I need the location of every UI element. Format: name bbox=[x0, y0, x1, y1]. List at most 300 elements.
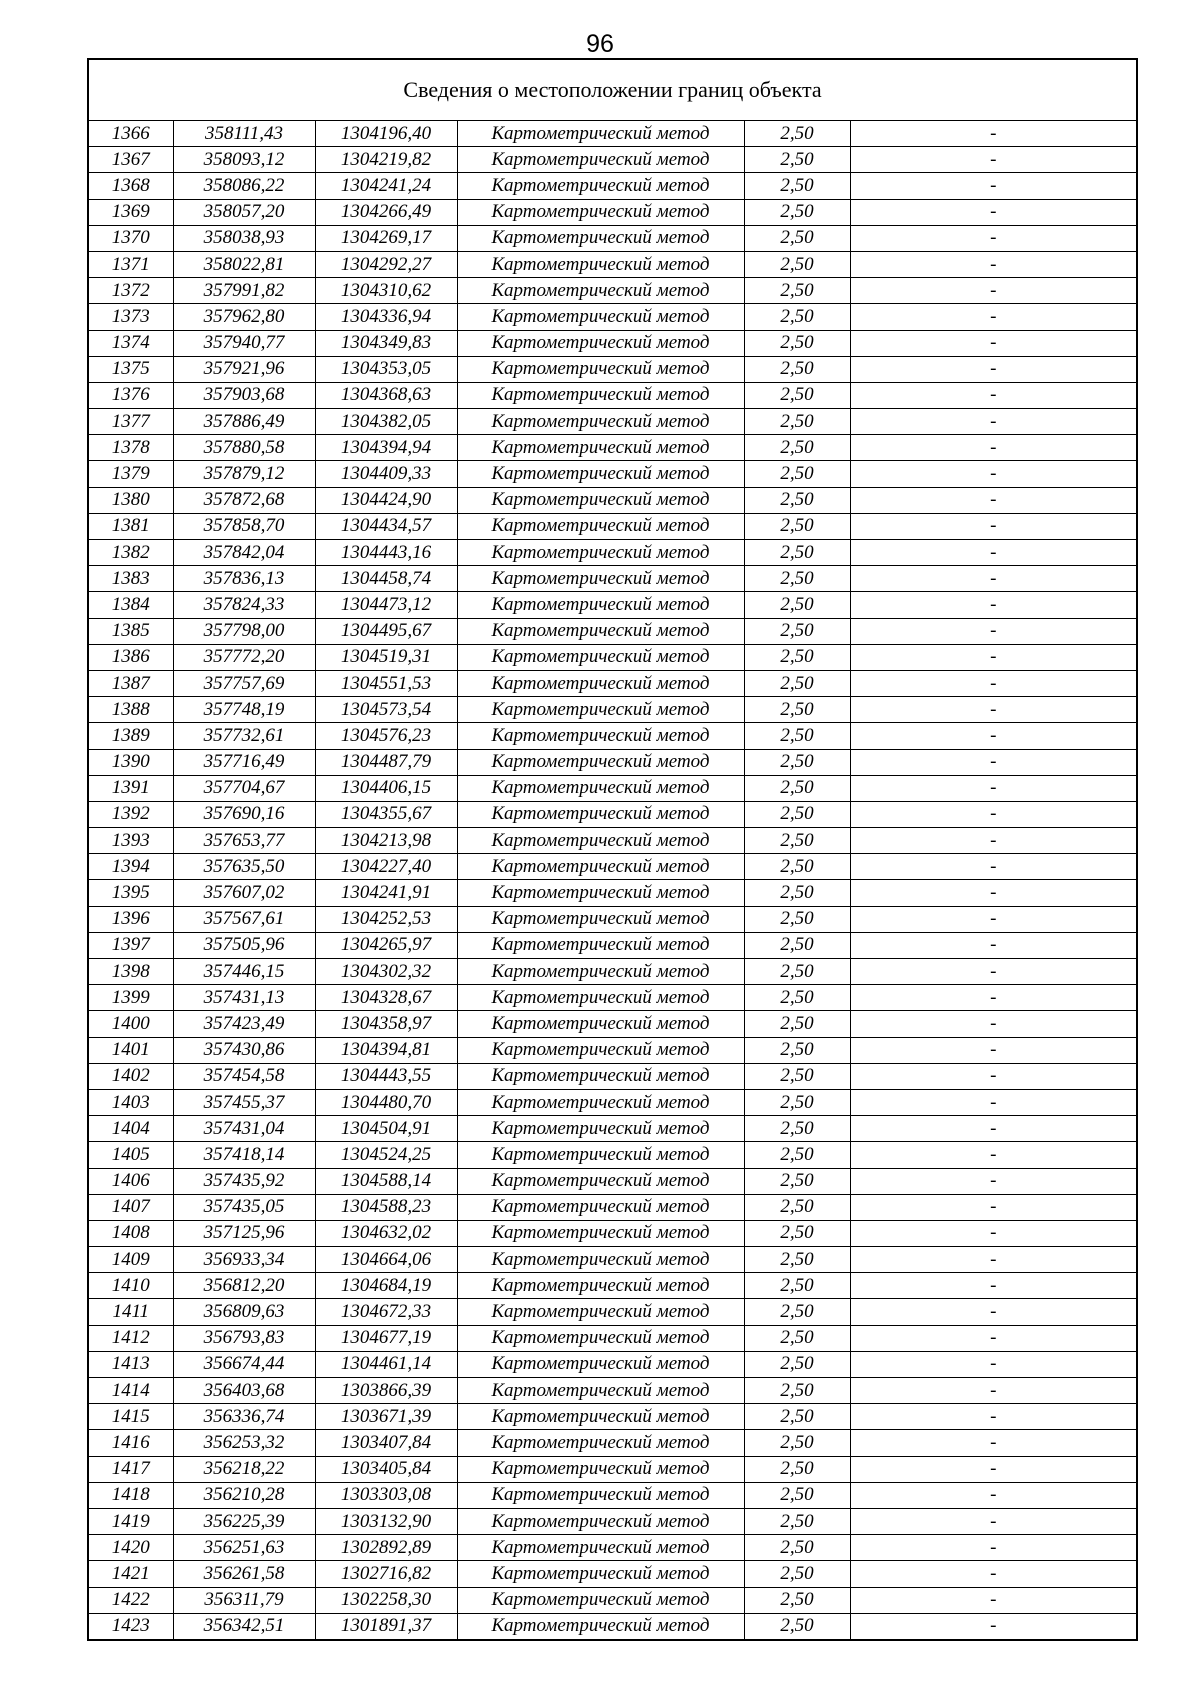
method-cell: Картометрический метод bbox=[457, 304, 744, 330]
table-row bbox=[89, 1482, 1136, 1508]
y-coordinate-cell: 1303132,90 bbox=[315, 1508, 457, 1534]
description-cell: - bbox=[850, 644, 1136, 670]
x-coordinate-cell: 357635,50 bbox=[173, 854, 315, 880]
description-cell: - bbox=[850, 199, 1136, 225]
method-cell: Картометрический метод bbox=[457, 1404, 744, 1430]
method-cell: Картометрический метод bbox=[457, 1273, 744, 1299]
point-number-cell: 1423 bbox=[89, 1613, 173, 1639]
x-coordinate-cell: 357430,86 bbox=[173, 1037, 315, 1063]
point-number-cell: 1400 bbox=[89, 1011, 173, 1037]
accuracy-cell: 2,50 bbox=[744, 1561, 850, 1587]
method-cell: Картометрический метод bbox=[457, 1168, 744, 1194]
y-coordinate-cell: 1304241,24 bbox=[315, 173, 457, 199]
method-cell: Картометрический метод bbox=[457, 697, 744, 723]
accuracy-cell: 2,50 bbox=[744, 1011, 850, 1037]
method-cell: Картометрический метод bbox=[457, 173, 744, 199]
method-cell: Картометрический метод bbox=[457, 540, 744, 566]
table-row bbox=[89, 461, 1136, 487]
method-cell: Картометрический метод bbox=[457, 775, 744, 801]
x-coordinate-cell: 357125,96 bbox=[173, 1220, 315, 1246]
accuracy-cell: 2,50 bbox=[744, 540, 850, 566]
point-number-cell: 1374 bbox=[89, 330, 173, 356]
method-cell: Картометрический метод bbox=[457, 1430, 744, 1456]
method-cell: Картометрический метод bbox=[457, 1561, 744, 1587]
method-cell: Картометрический метод bbox=[457, 1220, 744, 1246]
x-coordinate-cell: 356311,79 bbox=[173, 1587, 315, 1613]
y-coordinate-cell: 1304336,94 bbox=[315, 304, 457, 330]
method-cell: Картометрический метод bbox=[457, 828, 744, 854]
x-coordinate-cell: 357431,13 bbox=[173, 985, 315, 1011]
accuracy-cell: 2,50 bbox=[744, 173, 850, 199]
y-coordinate-cell: 1304461,14 bbox=[315, 1351, 457, 1377]
description-cell: - bbox=[850, 959, 1136, 985]
x-coordinate-cell: 356225,39 bbox=[173, 1508, 315, 1534]
y-coordinate-cell: 1304355,67 bbox=[315, 801, 457, 827]
table-row bbox=[89, 828, 1136, 854]
accuracy-cell: 2,50 bbox=[744, 592, 850, 618]
x-coordinate-cell: 357418,14 bbox=[173, 1142, 315, 1168]
y-coordinate-cell: 1304473,12 bbox=[315, 592, 457, 618]
y-coordinate-cell: 1304349,83 bbox=[315, 330, 457, 356]
table-row bbox=[89, 1299, 1136, 1325]
table-row bbox=[89, 749, 1136, 775]
description-cell: - bbox=[850, 121, 1136, 147]
method-cell: Картометрический метод bbox=[457, 854, 744, 880]
accuracy-cell: 2,50 bbox=[744, 225, 850, 251]
x-coordinate-cell: 356261,58 bbox=[173, 1561, 315, 1587]
point-number-cell: 1377 bbox=[89, 409, 173, 435]
y-coordinate-cell: 1304328,67 bbox=[315, 985, 457, 1011]
point-number-cell: 1418 bbox=[89, 1482, 173, 1508]
y-coordinate-cell: 1304196,40 bbox=[315, 121, 457, 147]
accuracy-cell: 2,50 bbox=[744, 1325, 850, 1351]
x-coordinate-cell: 356793,83 bbox=[173, 1325, 315, 1351]
description-cell: - bbox=[850, 566, 1136, 592]
accuracy-cell: 2,50 bbox=[744, 1168, 850, 1194]
method-cell: Картометрический метод bbox=[457, 801, 744, 827]
x-coordinate-cell: 357880,58 bbox=[173, 435, 315, 461]
description-cell: - bbox=[850, 670, 1136, 696]
method-cell: Картометрический метод bbox=[457, 1299, 744, 1325]
point-number-cell: 1384 bbox=[89, 592, 173, 618]
description-cell: - bbox=[850, 1168, 1136, 1194]
y-coordinate-cell: 1304588,14 bbox=[315, 1168, 457, 1194]
x-coordinate-cell: 357748,19 bbox=[173, 697, 315, 723]
table-row bbox=[89, 1351, 1136, 1377]
table-row bbox=[89, 1037, 1136, 1063]
x-coordinate-cell: 357435,92 bbox=[173, 1168, 315, 1194]
accuracy-cell: 2,50 bbox=[744, 1508, 850, 1534]
point-number-cell: 1416 bbox=[89, 1430, 173, 1456]
description-cell: - bbox=[850, 1508, 1136, 1534]
description-cell: - bbox=[850, 409, 1136, 435]
accuracy-cell: 2,50 bbox=[744, 487, 850, 513]
boundary-sheet bbox=[87, 58, 1138, 1641]
accuracy-cell: 2,50 bbox=[744, 435, 850, 461]
x-coordinate-cell: 356336,74 bbox=[173, 1404, 315, 1430]
description-cell: - bbox=[850, 1482, 1136, 1508]
y-coordinate-cell: 1304632,02 bbox=[315, 1220, 457, 1246]
table-row bbox=[89, 540, 1136, 566]
point-number-cell: 1367 bbox=[89, 147, 173, 173]
y-coordinate-cell: 1303671,39 bbox=[315, 1404, 457, 1430]
description-cell: - bbox=[850, 1325, 1136, 1351]
point-number-cell: 1373 bbox=[89, 304, 173, 330]
point-number-cell: 1382 bbox=[89, 540, 173, 566]
method-cell: Картометрический метод bbox=[457, 1247, 744, 1273]
method-cell: Картометрический метод bbox=[457, 880, 744, 906]
method-cell: Картометрический метод bbox=[457, 225, 744, 251]
point-number-cell: 1413 bbox=[89, 1351, 173, 1377]
description-cell: - bbox=[850, 1378, 1136, 1404]
table-row bbox=[89, 251, 1136, 277]
point-number-cell: 1408 bbox=[89, 1220, 173, 1246]
accuracy-cell: 2,50 bbox=[744, 1273, 850, 1299]
method-cell: Картометрический метод bbox=[457, 461, 744, 487]
y-coordinate-cell: 1302892,89 bbox=[315, 1535, 457, 1561]
description-cell: - bbox=[850, 1037, 1136, 1063]
method-cell: Картометрический метод bbox=[457, 644, 744, 670]
table-row bbox=[89, 697, 1136, 723]
accuracy-cell: 2,50 bbox=[744, 932, 850, 958]
point-number-cell: 1406 bbox=[89, 1168, 173, 1194]
description-cell: - bbox=[850, 697, 1136, 723]
description-cell: - bbox=[850, 801, 1136, 827]
table-row bbox=[89, 592, 1136, 618]
table-row bbox=[89, 854, 1136, 880]
accuracy-cell: 2,50 bbox=[744, 278, 850, 304]
table-row bbox=[89, 1273, 1136, 1299]
description-cell: - bbox=[850, 775, 1136, 801]
description-cell: - bbox=[850, 592, 1136, 618]
accuracy-cell: 2,50 bbox=[744, 330, 850, 356]
accuracy-cell: 2,50 bbox=[744, 409, 850, 435]
y-coordinate-cell: 1304409,33 bbox=[315, 461, 457, 487]
point-number-cell: 1386 bbox=[89, 644, 173, 670]
x-coordinate-cell: 357903,68 bbox=[173, 382, 315, 408]
description-cell: - bbox=[990, 1615, 997, 1637]
description-cell: - bbox=[850, 1063, 1136, 1089]
coordinates-table bbox=[89, 121, 1136, 1639]
y-coordinate-cell: 1304269,17 bbox=[315, 225, 457, 251]
table-row bbox=[89, 1587, 1136, 1613]
point-number-cell: 1411 bbox=[89, 1299, 173, 1325]
x-coordinate-cell: 356933,34 bbox=[173, 1247, 315, 1273]
method-cell: Картометрический метод bbox=[457, 1456, 744, 1482]
y-coordinate-cell: 1304519,31 bbox=[315, 644, 457, 670]
accuracy-cell: 2,50 bbox=[744, 1037, 850, 1063]
method-cell: Картометрический метод bbox=[457, 513, 744, 539]
x-coordinate-cell: 357757,69 bbox=[173, 670, 315, 696]
table-row bbox=[89, 487, 1136, 513]
point-number-cell: 1407 bbox=[89, 1194, 173, 1220]
point-number-cell: 1366 bbox=[89, 121, 173, 147]
accuracy-cell: 2,50 bbox=[744, 644, 850, 670]
method-cell: Картометрический метод bbox=[457, 251, 744, 277]
point-number-cell: 1392 bbox=[89, 801, 173, 827]
y-coordinate-cell: 1304241,91 bbox=[315, 880, 457, 906]
table-row bbox=[89, 1325, 1136, 1351]
description-cell: - bbox=[850, 1089, 1136, 1115]
description-cell: - bbox=[850, 435, 1136, 461]
table-row bbox=[89, 330, 1136, 356]
table-row bbox=[89, 906, 1136, 932]
description-cell: - bbox=[850, 225, 1136, 251]
description-cell: - bbox=[850, 749, 1136, 775]
accuracy-cell: 2,50 bbox=[744, 1194, 850, 1220]
method-cell: Картометрический метод bbox=[457, 1378, 744, 1404]
method-cell: Картометрический метод bbox=[457, 1508, 744, 1534]
accuracy-cell: 2,50 bbox=[744, 1430, 850, 1456]
description-cell: - bbox=[850, 487, 1136, 513]
point-number-cell: 1402 bbox=[89, 1063, 173, 1089]
y-coordinate-cell: 1304495,67 bbox=[315, 618, 457, 644]
table-row bbox=[89, 723, 1136, 749]
table-row bbox=[89, 1194, 1136, 1220]
y-coordinate-cell: 1304265,97 bbox=[315, 932, 457, 958]
description-cell: - bbox=[850, 1587, 1136, 1613]
accuracy-cell: 2,50 bbox=[744, 906, 850, 932]
accuracy-cell: 2,50 bbox=[744, 749, 850, 775]
accuracy-cell: 2,50 bbox=[744, 566, 850, 592]
description-cell: - bbox=[850, 540, 1136, 566]
description-cell: - bbox=[850, 251, 1136, 277]
x-coordinate-cell: 357842,04 bbox=[173, 540, 315, 566]
table-row bbox=[89, 618, 1136, 644]
x-coordinate-cell: 357446,15 bbox=[173, 959, 315, 985]
accuracy-cell: 2,50 bbox=[744, 618, 850, 644]
point-number-cell: 1369 bbox=[89, 199, 173, 225]
description-cell: - bbox=[850, 173, 1136, 199]
description-cell: - bbox=[850, 304, 1136, 330]
point-number-cell: 1381 bbox=[89, 513, 173, 539]
accuracy-cell: 2,50 bbox=[744, 251, 850, 277]
description-cell: - bbox=[850, 147, 1136, 173]
table-row bbox=[89, 1456, 1136, 1482]
x-coordinate-cell: 357872,68 bbox=[173, 487, 315, 513]
x-coordinate-cell: 357435,05 bbox=[173, 1194, 315, 1220]
description-cell: - bbox=[850, 356, 1136, 382]
table-row bbox=[89, 225, 1136, 251]
y-coordinate-cell: 1304664,06 bbox=[315, 1247, 457, 1273]
point-number-cell: 1383 bbox=[89, 566, 173, 592]
x-coordinate-cell: 356403,68 bbox=[173, 1378, 315, 1404]
description-cell: - bbox=[850, 828, 1136, 854]
accuracy-cell: 2,50 bbox=[744, 880, 850, 906]
table-row bbox=[89, 1404, 1136, 1430]
method-cell: Картометрический метод bbox=[457, 592, 744, 618]
y-coordinate-cell: 1304213,98 bbox=[315, 828, 457, 854]
method-cell: Картометрический метод bbox=[457, 1587, 744, 1613]
y-coordinate-cell: 1304487,79 bbox=[315, 749, 457, 775]
method-cell: Картометрический метод bbox=[457, 1116, 744, 1142]
y-coordinate-cell: 1301891,37 bbox=[315, 1613, 457, 1639]
accuracy-cell: 2,50 bbox=[744, 985, 850, 1011]
y-coordinate-cell: 1304576,23 bbox=[315, 723, 457, 749]
accuracy-cell: 2,50 bbox=[744, 1089, 850, 1115]
x-coordinate-cell: 358057,20 bbox=[173, 199, 315, 225]
point-number-cell: 1379 bbox=[89, 461, 173, 487]
table-row bbox=[89, 1220, 1136, 1246]
page-number: 96 bbox=[586, 30, 614, 58]
point-number-cell: 1405 bbox=[89, 1142, 173, 1168]
method-cell: Картометрический метод bbox=[457, 618, 744, 644]
x-coordinate-cell: 357962,80 bbox=[173, 304, 315, 330]
x-coordinate-cell: 357607,02 bbox=[173, 880, 315, 906]
point-number-cell: 1370 bbox=[89, 225, 173, 251]
table-row bbox=[89, 959, 1136, 985]
accuracy-cell: 2,50 bbox=[744, 513, 850, 539]
table-row bbox=[89, 199, 1136, 225]
method-cell: Картометрический метод bbox=[457, 121, 744, 147]
description-cell: - bbox=[850, 330, 1136, 356]
table-row bbox=[89, 278, 1136, 304]
y-coordinate-cell: 1304672,33 bbox=[315, 1299, 457, 1325]
table-row bbox=[89, 356, 1136, 382]
x-coordinate-cell: 356342,51 bbox=[173, 1613, 315, 1639]
accuracy-cell: 2,50 bbox=[744, 1142, 850, 1168]
point-number-cell: 1376 bbox=[89, 382, 173, 408]
accuracy-cell: 2,50 bbox=[744, 959, 850, 985]
x-coordinate-cell: 358111,43 bbox=[173, 121, 315, 147]
table-row bbox=[89, 513, 1136, 539]
y-coordinate-cell: 1304292,27 bbox=[315, 251, 457, 277]
accuracy-cell: 2,50 bbox=[744, 199, 850, 225]
method-cell: Картометрический метод bbox=[457, 330, 744, 356]
y-coordinate-cell: 1304394,94 bbox=[315, 435, 457, 461]
table-row bbox=[89, 382, 1136, 408]
point-number-cell: 1387 bbox=[89, 670, 173, 696]
point-number-cell: 1412 bbox=[89, 1325, 173, 1351]
point-number-cell: 1371 bbox=[89, 251, 173, 277]
table-row bbox=[89, 304, 1136, 330]
point-number-cell: 1372 bbox=[89, 278, 173, 304]
description-cell: - bbox=[850, 382, 1136, 408]
accuracy-cell: 2,50 bbox=[744, 1220, 850, 1246]
x-coordinate-cell: 357921,96 bbox=[173, 356, 315, 382]
method-cell: Картометрический метод bbox=[457, 1063, 744, 1089]
y-coordinate-cell: 1304358,97 bbox=[315, 1011, 457, 1037]
x-coordinate-cell: 357423,49 bbox=[173, 1011, 315, 1037]
accuracy-cell: 2,50 bbox=[744, 1378, 850, 1404]
point-number-cell: 1403 bbox=[89, 1089, 173, 1115]
point-number-cell: 1394 bbox=[89, 854, 173, 880]
point-number-cell: 1397 bbox=[89, 932, 173, 958]
description-cell: - bbox=[850, 461, 1136, 487]
accuracy-cell: 2,50 bbox=[744, 382, 850, 408]
method-cell: Картометрический метод bbox=[457, 487, 744, 513]
y-coordinate-cell: 1302716,82 bbox=[315, 1561, 457, 1587]
accuracy-cell: 2,50 bbox=[744, 775, 850, 801]
table-row bbox=[89, 1089, 1136, 1115]
table-row bbox=[89, 1116, 1136, 1142]
y-coordinate-cell: 1304406,15 bbox=[315, 775, 457, 801]
table-row bbox=[89, 1535, 1136, 1561]
method-cell: Картометрический метод bbox=[457, 356, 744, 382]
method-cell: Картометрический метод bbox=[457, 985, 744, 1011]
y-coordinate-cell: 1304368,63 bbox=[315, 382, 457, 408]
description-cell: - bbox=[850, 1220, 1136, 1246]
point-number-cell: 1401 bbox=[89, 1037, 173, 1063]
y-coordinate-cell: 1304443,55 bbox=[315, 1063, 457, 1089]
accuracy-cell: 2,50 bbox=[744, 1456, 850, 1482]
point-number-cell: 1388 bbox=[89, 697, 173, 723]
point-number-cell: 1410 bbox=[89, 1273, 173, 1299]
method-cell: Картометрический метод bbox=[457, 435, 744, 461]
y-coordinate-cell: 1304227,40 bbox=[315, 854, 457, 880]
x-coordinate-cell: 357836,13 bbox=[173, 566, 315, 592]
x-coordinate-cell: 357690,16 bbox=[173, 801, 315, 827]
method-cell: Картометрический метод bbox=[457, 1194, 744, 1220]
y-coordinate-cell: 1304573,54 bbox=[315, 697, 457, 723]
table-row bbox=[89, 644, 1136, 670]
accuracy-cell: 2,50 bbox=[744, 1613, 850, 1639]
description-cell: - bbox=[850, 1116, 1136, 1142]
y-coordinate-cell: 1304310,62 bbox=[315, 278, 457, 304]
description-cell: - bbox=[850, 1561, 1136, 1587]
accuracy-cell: 2,50 bbox=[744, 1535, 850, 1561]
table-row bbox=[89, 1430, 1136, 1456]
table-row bbox=[89, 932, 1136, 958]
method-cell: Картометрический метод bbox=[457, 932, 744, 958]
accuracy-cell: 2,50 bbox=[744, 828, 850, 854]
accuracy-cell: 2,50 bbox=[744, 697, 850, 723]
method-cell: Картометрический метод bbox=[457, 1011, 744, 1037]
point-number-cell: 1378 bbox=[89, 435, 173, 461]
description-cell: - bbox=[850, 618, 1136, 644]
point-number-cell: 1390 bbox=[89, 749, 173, 775]
accuracy-cell: 2,50 bbox=[744, 1299, 850, 1325]
point-number-cell: 1398 bbox=[89, 959, 173, 985]
method-cell: Картометрический метод bbox=[457, 1482, 744, 1508]
description-cell: - bbox=[850, 1142, 1136, 1168]
method-cell: Картометрический метод bbox=[457, 382, 744, 408]
point-number-cell: 1393 bbox=[89, 828, 173, 854]
accuracy-cell: 2,50 bbox=[744, 1404, 850, 1430]
y-coordinate-cell: 1304252,53 bbox=[315, 906, 457, 932]
table-row bbox=[89, 1168, 1136, 1194]
method-cell: Картометрический метод bbox=[457, 278, 744, 304]
table-row bbox=[89, 173, 1136, 199]
method-cell: Картометрический метод bbox=[457, 959, 744, 985]
method-cell: Картометрический метод bbox=[457, 1089, 744, 1115]
method-cell: Картометрический метод bbox=[457, 1535, 744, 1561]
method-cell: Картометрический метод bbox=[457, 147, 744, 173]
x-coordinate-cell: 357716,49 bbox=[173, 749, 315, 775]
accuracy-cell: 2,50 bbox=[744, 121, 850, 147]
accuracy-cell: 2,50 bbox=[744, 1587, 850, 1613]
x-coordinate-cell: 357431,04 bbox=[173, 1116, 315, 1142]
description-cell: - bbox=[850, 1456, 1136, 1482]
y-coordinate-cell: 1304424,90 bbox=[315, 487, 457, 513]
sheet-title: Сведения о местоположении границ объекта bbox=[89, 60, 1136, 121]
x-coordinate-cell: 356674,44 bbox=[173, 1351, 315, 1377]
description-cell: - bbox=[850, 854, 1136, 880]
method-cell: Картометрический метод bbox=[457, 749, 744, 775]
point-number-cell: 1422 bbox=[89, 1587, 173, 1613]
description-cell: - bbox=[850, 1430, 1136, 1456]
method-cell: Картометрический метод bbox=[457, 670, 744, 696]
accuracy-cell: 2,50 bbox=[744, 356, 850, 382]
table-row bbox=[89, 1063, 1136, 1089]
x-coordinate-cell: 356809,63 bbox=[173, 1299, 315, 1325]
x-coordinate-cell: 357879,12 bbox=[173, 461, 315, 487]
method-cell: Картометрический метод bbox=[457, 1142, 744, 1168]
y-coordinate-cell: 1304458,74 bbox=[315, 566, 457, 592]
y-coordinate-cell: 1303303,08 bbox=[315, 1482, 457, 1508]
x-coordinate-cell: 357567,61 bbox=[173, 906, 315, 932]
x-coordinate-cell: 357732,61 bbox=[173, 723, 315, 749]
